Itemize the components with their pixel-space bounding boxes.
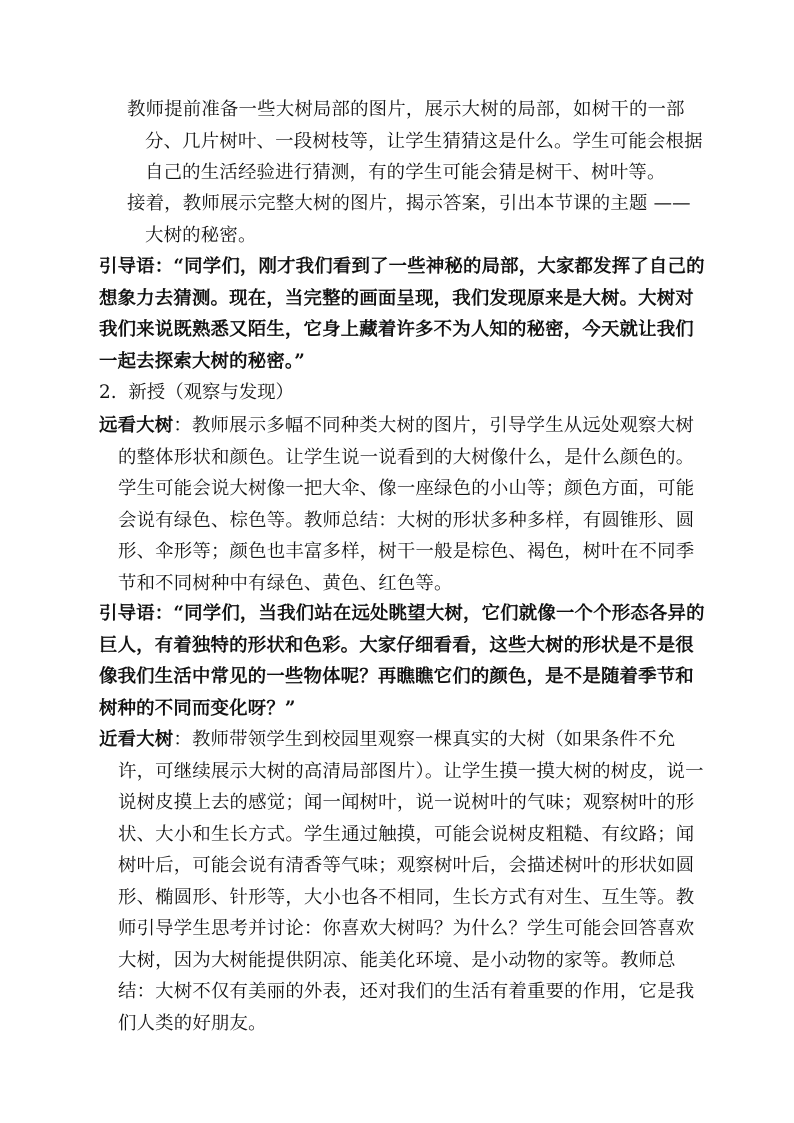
guide-speech-2: 引导语：“同学们，当我们站在远处眺望大树，它们就像一个个形态各异的巨人，有着独特的形状和色彩。大家仔细看看，这些大树的形状是不是很像我们生活中常见的一些物体呢？再瞧瞧它们的颜色，是不是随着季节和树种的不同而变化呀？” [99, 603, 705, 719]
reveal-paragraph: 接着，教师展示完整大树的图片，揭示答案，引出本节课的主题 —— 大树的秘密。 [127, 193, 691, 246]
section-number: 2. [99, 382, 117, 403]
near-view-paragraph [99, 724, 708, 1039]
guide-speech-1: 引导语：“同学们，刚才我们看到了一些神秘的局部，大家都发挥了自己的想象力去猜测。现在，当完整的画面呈现，我们发现原来是大树。大树对我们来说既熟悉又陌生，它身上藏着许多不为人知的秘密，今天就让我们一起去探索大树的秘密。” [99, 256, 705, 372]
intro-paragraph: 教师提前准备一些大树局部的图片，展示大树的局部，如树干的一部分、几片树叶、一段树枝等，让学生猜猜这是什么。学生可能会根据自己的生活经验进行猜测，有的学生可能会猜是树干、树叶等。 [127, 99, 703, 183]
far-view-label: 远看大树 [99, 415, 174, 436]
near-view-label: 近看大树 [99, 729, 174, 750]
section-heading [99, 377, 294, 409]
section-title: 新授（观察与发现） [128, 382, 294, 403]
near-view-text: ：教师带领学生到校园里观察一棵真实的大树（如果条件不允许，可继续展示大树的高清局部图片）。让学生摸一摸大树的树皮，说一说树皮摸上去的感觉；闻一闻树叶，说一说树叶的气味；观察树叶的形状、大小和生长方式。学生通过触摸，可能会说树皮粗糙、有纹路；闻树叶后，可能会说有清香等气味；观察树叶后，会描述树叶的形状如圆形、椭圆形、针形等，大小也各不相同，生长方式有对生、互生等。教师引导学生思考并讨论：你喜欢大树吗？为什么？学生可能会回答喜欢大树，因为大树能提供阴凉、能美化环境、是小动物的家等。教师总结：大树不仅有美丽的外表，还对我们的生活有着重要的作用，它是我们人类的好朋友。 [118, 729, 704, 1034]
far-view-text: ：教师展示多幅不同种类大树的图片，引导学生从远处观察大树的整体形状和颜色。让学生说一说看到的大树像什么，是什么颜色的。学生可能会说大树像一把大伞、像一座绿色的小山等；颜色方面，可能会说有绿色、棕色等。教师总结：大树的形状多种多样，有圆锥形、圆形、伞形等；颜色也丰富多样，树干一般是棕色、褐色，树叶在不同季节和不同树种中有绿色、黄色、红色等。 [118, 415, 695, 594]
far-view-paragraph [99, 410, 708, 599]
